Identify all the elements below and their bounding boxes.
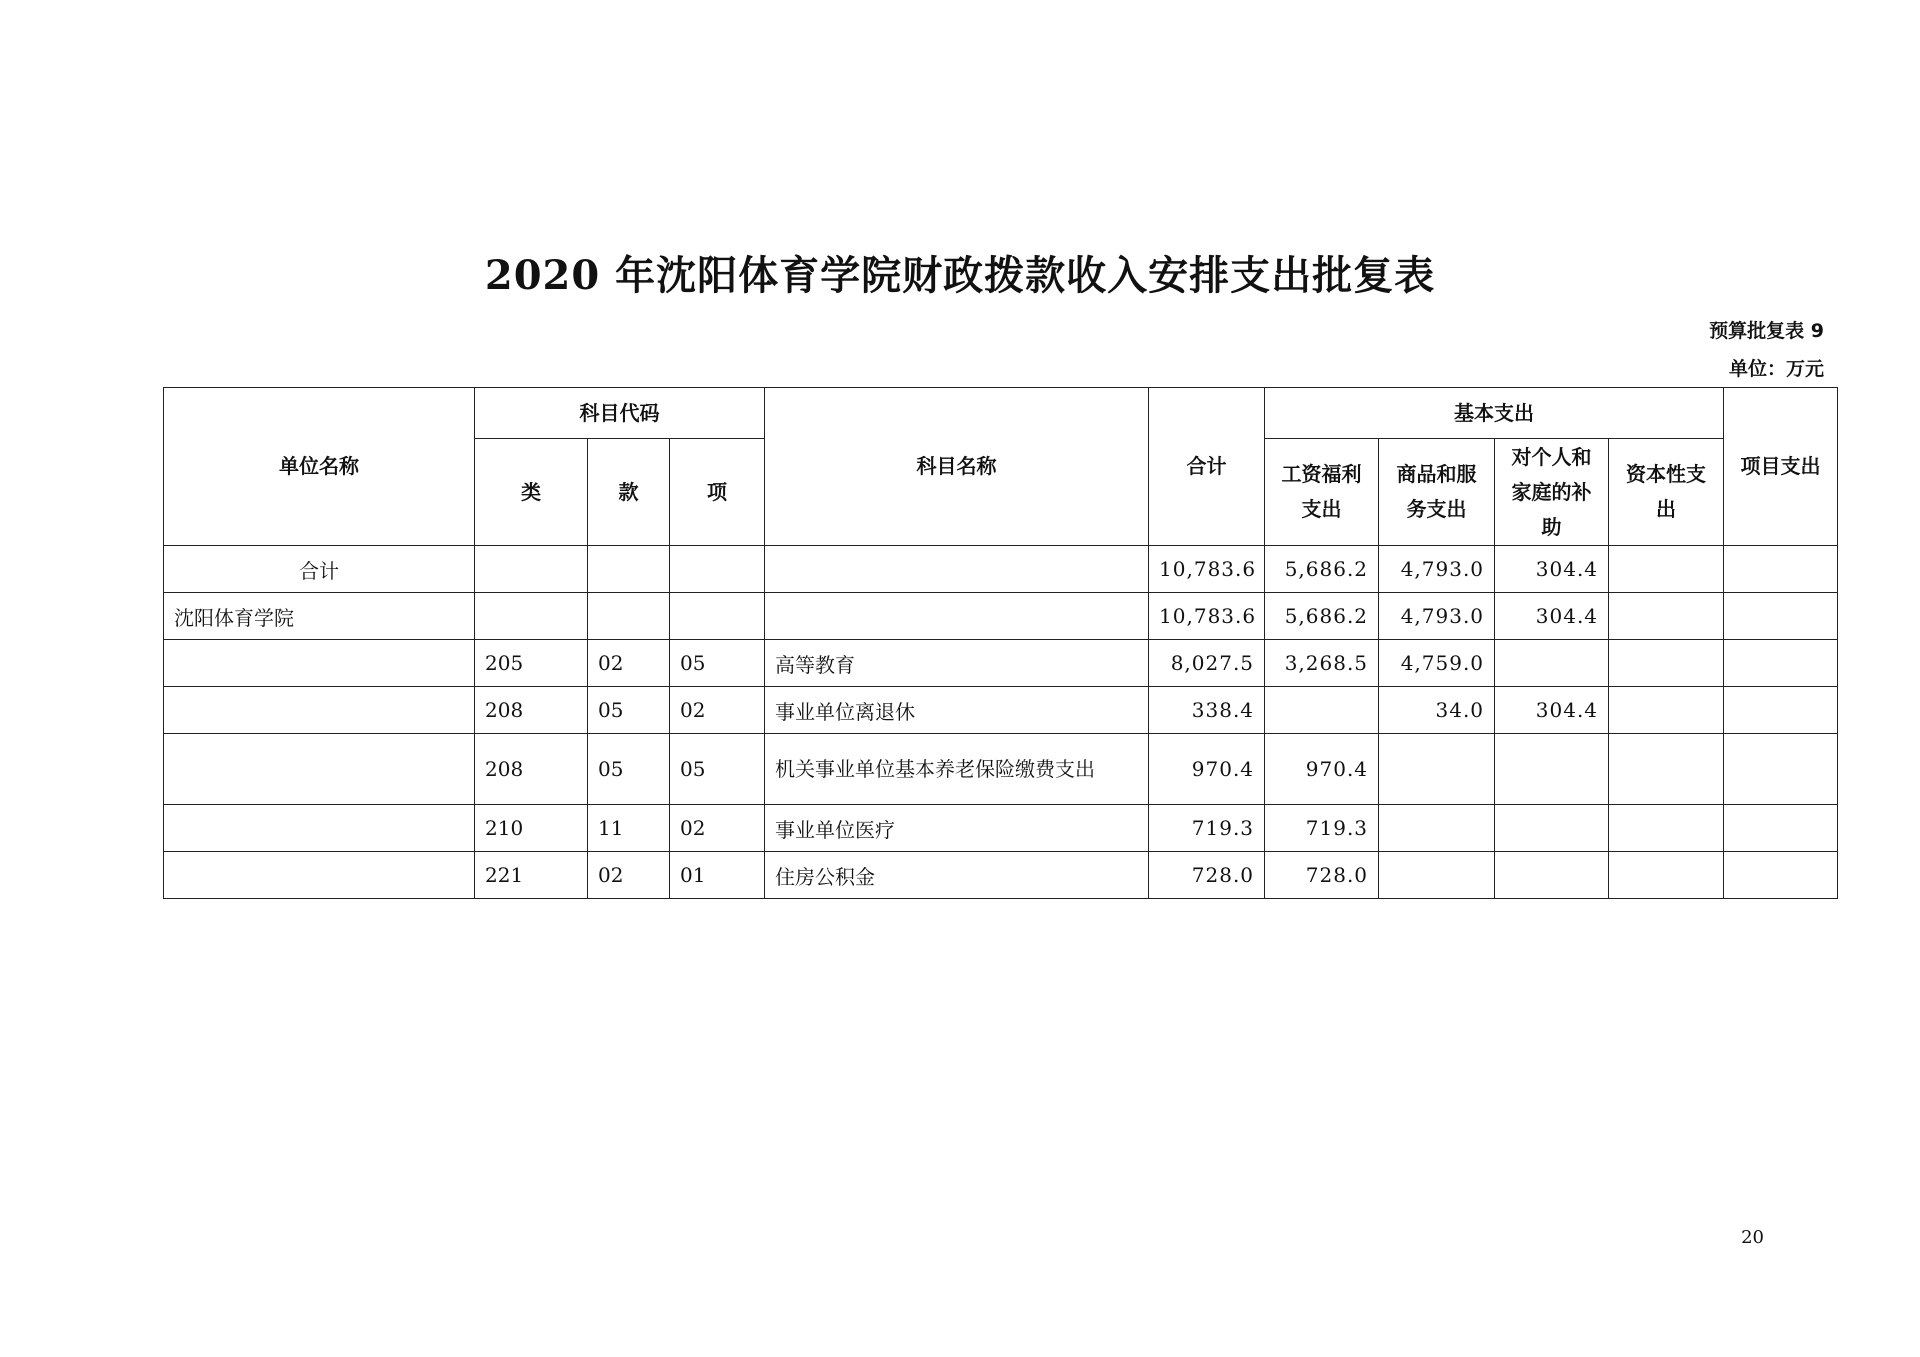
header-code-section: 款 (588, 439, 670, 546)
budget-table (163, 387, 1838, 899)
cell-personal (1495, 852, 1609, 899)
cell-total: 719.3 (1149, 805, 1265, 852)
cell-total: 10,783.6 (1149, 593, 1265, 640)
header-unit-name: 单位名称 (164, 388, 475, 546)
cell-personal (1495, 805, 1609, 852)
cell-salary: 5,686.2 (1265, 546, 1379, 593)
cell-project (1724, 805, 1838, 852)
cell-subject: 机关事业单位基本养老保险缴费支出 (765, 734, 1149, 805)
cell-total: 8,027.5 (1149, 640, 1265, 687)
cell-kuan (588, 546, 670, 593)
cell-kuan: 05 (588, 687, 670, 734)
cell-total: 338.4 (1149, 687, 1265, 734)
header-code-class: 类 (475, 439, 588, 546)
cell-kuan: 02 (588, 852, 670, 899)
cell-capital (1609, 593, 1724, 640)
cell-personal (1495, 640, 1609, 687)
cell-salary: 3,268.5 (1265, 640, 1379, 687)
cell-total: 728.0 (1149, 852, 1265, 899)
cell-lei: 221 (475, 852, 588, 899)
cell-unit (164, 640, 475, 687)
cell-unit (164, 852, 475, 899)
cell-capital (1609, 734, 1724, 805)
cell-project (1724, 640, 1838, 687)
cell-unit: 沈阳体育学院 (164, 593, 475, 640)
header-total: 合计 (1149, 388, 1265, 546)
cell-salary: 728.0 (1265, 852, 1379, 899)
document-title: 2020 年沈阳体育学院财政拨款收入安排支出批复表 (484, 252, 1436, 299)
cell-xiang: 05 (670, 640, 765, 687)
cell-kuan (588, 593, 670, 640)
cell-salary: 719.3 (1265, 805, 1379, 852)
cell-xiang (670, 546, 765, 593)
cell-salary (1265, 687, 1379, 734)
table-row (164, 593, 1838, 640)
cell-subject (765, 546, 1149, 593)
table-header-row-1 (164, 388, 1838, 439)
cell-project (1724, 593, 1838, 640)
cell-project (1724, 734, 1838, 805)
cell-goods (1379, 852, 1495, 899)
table-row (164, 546, 1838, 593)
cell-personal: 304.4 (1495, 546, 1609, 593)
cell-lei (475, 593, 588, 640)
cell-goods: 34.0 (1379, 687, 1495, 734)
cell-project (1724, 687, 1838, 734)
cell-unit (164, 734, 475, 805)
cell-salary: 970.4 (1265, 734, 1379, 805)
table-row (164, 640, 1838, 687)
cell-total: 10,783.6 (1149, 546, 1265, 593)
cell-unit: 合计 (164, 546, 475, 593)
header-capital: 资本性支出 (1609, 439, 1724, 546)
cell-goods: 4,793.0 (1379, 593, 1495, 640)
table-row (164, 852, 1838, 899)
cell-lei: 205 (475, 640, 588, 687)
cell-salary: 5,686.2 (1265, 593, 1379, 640)
cell-goods (1379, 734, 1495, 805)
cell-subject: 住房公积金 (765, 852, 1149, 899)
cell-project (1724, 852, 1838, 899)
cell-kuan: 11 (588, 805, 670, 852)
cell-kuan: 02 (588, 640, 670, 687)
cell-total: 970.4 (1149, 734, 1265, 805)
cell-lei: 208 (475, 687, 588, 734)
cell-capital (1609, 640, 1724, 687)
cell-personal (1495, 734, 1609, 805)
cell-kuan: 05 (588, 734, 670, 805)
header-personal: 对个人和家庭的补助 (1495, 439, 1609, 546)
cell-goods (1379, 805, 1495, 852)
cell-xiang: 02 (670, 687, 765, 734)
cell-personal: 304.4 (1495, 593, 1609, 640)
cell-xiang (670, 593, 765, 640)
cell-subject: 事业单位离退休 (765, 687, 1149, 734)
cell-capital (1609, 687, 1724, 734)
cell-lei: 210 (475, 805, 588, 852)
cell-capital (1609, 805, 1724, 852)
header-code-group: 科目代码 (475, 388, 765, 439)
cell-capital (1609, 546, 1724, 593)
cell-unit (164, 805, 475, 852)
cell-goods: 4,759.0 (1379, 640, 1495, 687)
cell-lei (475, 546, 588, 593)
cell-lei: 208 (475, 734, 588, 805)
cell-xiang: 02 (670, 805, 765, 852)
cell-capital (1609, 852, 1724, 899)
cell-subject: 事业单位医疗 (765, 805, 1149, 852)
cell-personal: 304.4 (1495, 687, 1609, 734)
cell-unit (164, 687, 475, 734)
header-salary: 工资福利支出 (1265, 439, 1379, 546)
unit-label: 单位：万元 (1728, 358, 1824, 380)
table-row (164, 805, 1838, 852)
table-row (164, 734, 1838, 805)
header-basic-group: 基本支出 (1265, 388, 1724, 439)
cell-subject (765, 593, 1149, 640)
cell-xiang: 01 (670, 852, 765, 899)
table-id-label: 预算批复表 9 (1709, 320, 1824, 342)
header-code-item: 项 (670, 439, 765, 546)
cell-project (1724, 546, 1838, 593)
header-project: 项目支出 (1724, 388, 1838, 546)
table-row (164, 687, 1838, 734)
cell-xiang: 05 (670, 734, 765, 805)
cell-goods: 4,793.0 (1379, 546, 1495, 593)
cell-subject: 高等教育 (765, 640, 1149, 687)
header-subject-name: 科目名称 (765, 388, 1149, 546)
header-goods: 商品和服务支出 (1379, 439, 1495, 546)
page-number: 20 (1741, 1227, 1764, 1248)
